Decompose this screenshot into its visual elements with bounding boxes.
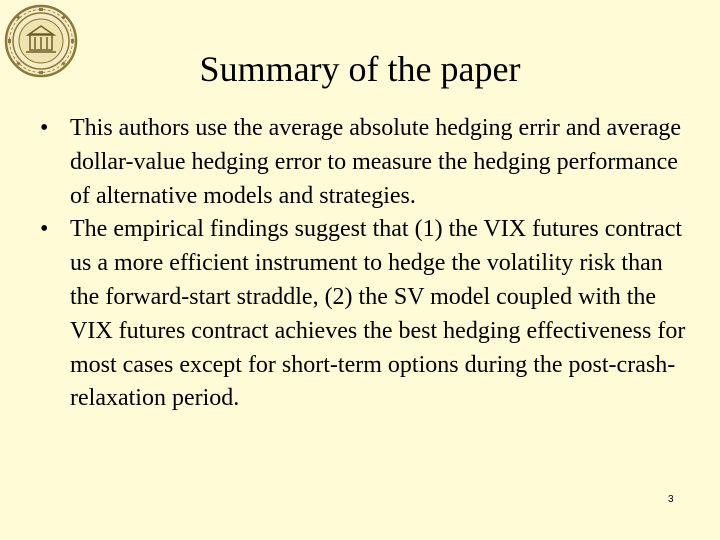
bullet-item (40, 213, 690, 416)
bullet-text: This authors use the average absolute hedging errir and average dollar-value hedging error to measure the hedging performance of alternative models and strategies. (70, 115, 682, 209)
page-number: 3 (668, 494, 674, 505)
bullet-item (40, 112, 690, 213)
bullet-list (40, 112, 690, 416)
slide-title: Summary of the paper (199, 49, 521, 89)
bullet-symbol: • (40, 115, 49, 141)
bullet-symbol: • (40, 216, 49, 243)
bullet-text: The empirical findings suggest that (1) the VIX futures contract us a more efficient instrument to hedge the volatility risk than the forward-start straddle, (2) the SV model coupled with the VIX futures contract achieves the best hedging effectiveness for most cases except for short-term options during the post-crash-relaxation period. (70, 216, 686, 412)
